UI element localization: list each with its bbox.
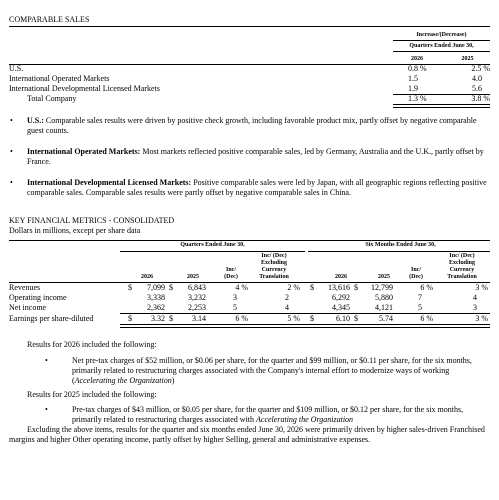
- table-cell: 6 %: [235, 314, 248, 323]
- table-row-label: Net income: [9, 303, 47, 312]
- table-cell: 4: [473, 293, 477, 302]
- table-cell: 4.0: [472, 74, 482, 83]
- metrics-col-2025: 2025: [378, 274, 390, 280]
- table-row-label: Total Company: [27, 94, 77, 103]
- table-row-label: International Developmental Licensed Markets: [9, 84, 160, 93]
- table-cell: 5.74: [379, 314, 393, 323]
- table-row-label: Operating income: [9, 293, 67, 302]
- comparable-sales-title: COMPARABLE SALES: [9, 15, 90, 24]
- divider: [393, 40, 490, 41]
- bullet-icon: •: [10, 116, 13, 125]
- table-cell: 1.9: [408, 84, 418, 93]
- metrics-col-incdec: Inc/ (Dec): [224, 267, 238, 280]
- table-cell: 6 %: [420, 283, 433, 292]
- table-cell: 2.5 %: [471, 64, 490, 73]
- table-cell: 1.3 %: [408, 94, 427, 103]
- comparable-header-group: Increase/(Decrease): [416, 32, 467, 38]
- table-cell: $: [128, 283, 132, 292]
- table-row-label: International Operated Markets: [9, 74, 110, 83]
- table-cell: 1.5: [408, 74, 418, 83]
- table-cell: 3,232: [188, 293, 206, 302]
- metrics-col-excl: Inc/ (Dec) Excluding Currency Translation: [259, 253, 289, 280]
- bullet-text: International Operated Markets: Most markets reflected positive comparable sales, led by Germany, Australia and the U.K., partly offset by France.: [27, 147, 484, 166]
- metrics-col-2025: 2025: [187, 274, 199, 280]
- closing-paragraph: Excluding the above items, results for the quarter and six months ended June 30, 2026 were primarily driven by higher sales-driven Franchised margins and higher Other operating income, partly offset by higher Selling, general and administrative expenses.: [9, 425, 485, 444]
- divider: [9, 26, 490, 27]
- metrics-group-six: Six Months Ended June 30,: [365, 242, 436, 248]
- comparable-col-2026: 2026: [411, 56, 423, 62]
- divider: [393, 51, 490, 52]
- table-cell: 6.10: [336, 314, 350, 323]
- table-cell: 7: [418, 293, 422, 302]
- table-cell: 2 %: [287, 283, 300, 292]
- table-cell: 2,253: [188, 303, 206, 312]
- metrics-col-excl: Inc/ (Dec) Excluding Currency Translation: [447, 253, 477, 280]
- metrics-title: KEY FINANCIAL METRICS - CONSOLIDATED: [9, 216, 175, 225]
- divider: [393, 104, 490, 108]
- table-cell: 4,345: [332, 303, 350, 312]
- table-cell: $: [354, 314, 358, 323]
- table-row-label: U.S.: [9, 64, 24, 73]
- divider: [120, 324, 490, 328]
- table-cell: 7,099: [147, 283, 165, 292]
- comparable-col-2025: 2025: [461, 56, 474, 62]
- table-row-label: Revenues: [9, 283, 41, 292]
- table-cell: 5.6: [472, 84, 482, 93]
- metrics-col-2026: 2026: [335, 274, 347, 280]
- table-cell: 2,362: [147, 303, 165, 312]
- divider: [120, 251, 305, 252]
- bullet-icon: •: [45, 405, 48, 414]
- comparable-header-period: Quarters Ended June 30,: [409, 43, 474, 49]
- divider: [308, 251, 490, 252]
- table-cell: 12,799: [371, 283, 393, 292]
- table-cell: 3: [473, 303, 477, 312]
- bullet-icon: •: [45, 356, 48, 365]
- table-cell: 5,880: [375, 293, 393, 302]
- table-cell: $: [354, 283, 358, 292]
- table-cell: 4,121: [375, 303, 393, 312]
- table-cell: 3,338: [147, 293, 165, 302]
- table-cell: 4: [285, 303, 289, 312]
- bullet-text: Net pre-tax charges of $52 million, or $0.06 per share, for the quarter and $99 million, or $0.11 per share, for the six months, primarily related to restructuring charges associated with the Company's internal effort to modernize ways of working (Accelerating the Organization): [72, 356, 472, 385]
- table-cell: $: [310, 314, 314, 323]
- table-cell: 6 %: [420, 314, 433, 323]
- table-row-label: Earnings per share-diluted: [9, 314, 94, 323]
- table-cell: 6,843: [188, 283, 206, 292]
- divider: [9, 240, 490, 241]
- table-cell: 3.14: [192, 314, 206, 323]
- bullet-text: International Developmental Licensed Markets: Positive comparable sales were led by Japan, with all geographic regions reflecting positive comparable sales. Comparable sales results were partly offset by negative comparable sales in China.: [27, 178, 487, 197]
- table-cell: 0.8 %: [408, 64, 427, 73]
- table-cell: 3 %: [475, 314, 488, 323]
- table-cell: $: [169, 314, 173, 323]
- table-cell: 3: [233, 293, 237, 302]
- bullet-text: Pre-tax charges of $43 million, or $0.05 per share, for the quarter and $109 million, or $0.12 per share, for the six months, primarily related to restructuring charges associated with Accelerating the Organization: [72, 405, 464, 424]
- table-cell: 3.8 %: [471, 94, 490, 103]
- table-cell: $: [169, 283, 173, 292]
- bullet-text: U.S.: Comparable sales results were driven by positive check growth, including favorable product mix, partly offset by negative comparable guest counts.: [27, 116, 477, 135]
- metrics-col-incdec: Inc/ (Dec): [409, 267, 423, 280]
- bullet-icon: •: [10, 178, 13, 187]
- metrics-subtitle: Dollars in millions, except per share data: [9, 226, 141, 235]
- metrics-col-2026: 2026: [141, 274, 153, 280]
- table-cell: 4 %: [235, 283, 248, 292]
- bullet-icon: •: [10, 147, 13, 156]
- table-cell: 3 %: [475, 283, 488, 292]
- table-cell: $: [310, 283, 314, 292]
- metrics-group-quarter: Quarters Ended June 30,: [180, 242, 245, 248]
- table-cell: 13,616: [328, 283, 350, 292]
- table-cell: 2: [285, 293, 289, 302]
- table-cell: 5: [418, 303, 422, 312]
- results-2026-intro: Results for 2026 included the following:: [27, 340, 157, 349]
- table-cell: 5 %: [287, 314, 300, 323]
- results-2025-intro: Results for 2025 included the following:: [27, 390, 157, 399]
- table-cell: 5: [233, 303, 237, 312]
- table-cell: 6,292: [332, 293, 350, 302]
- table-cell: $: [128, 314, 132, 323]
- table-cell: 3.32: [151, 314, 165, 323]
